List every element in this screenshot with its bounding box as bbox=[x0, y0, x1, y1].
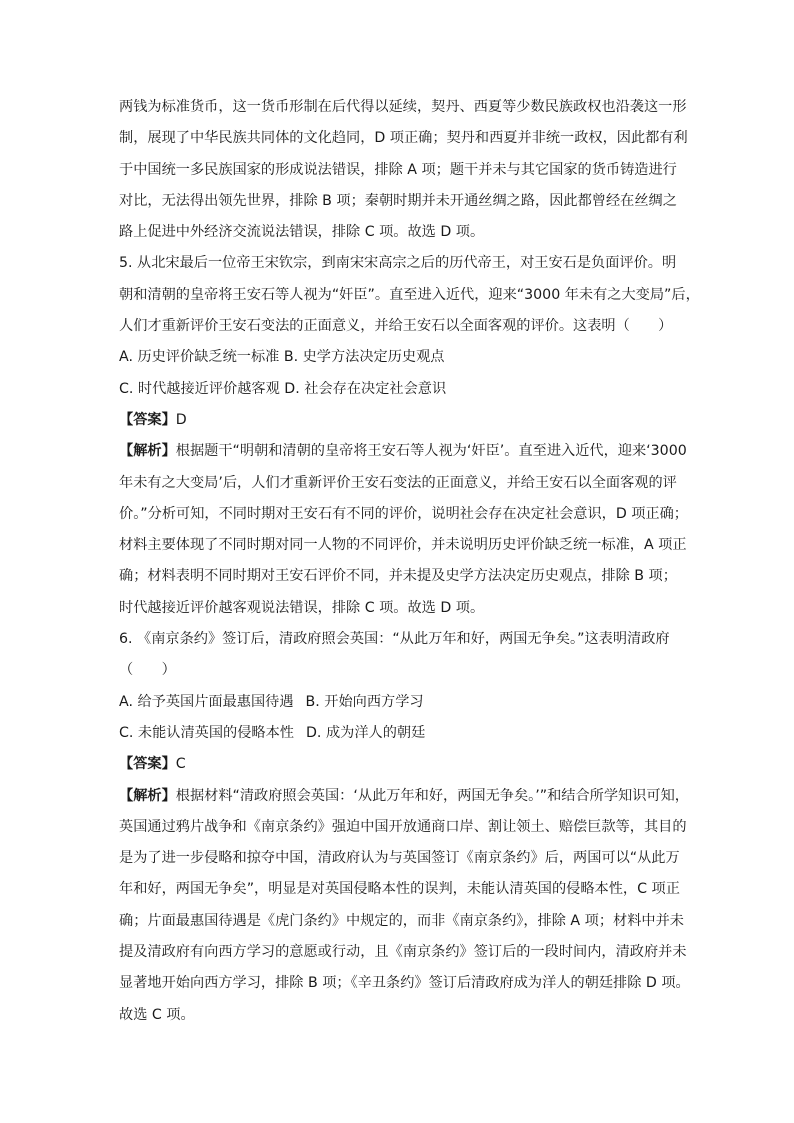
options-row: A. 历史评价缺乏统一标准 B. 史学方法决定历史观点 bbox=[119, 349, 445, 366]
document-page bbox=[119, 92, 700, 1031]
question-stem-line: 人们才重新评价王安石变法的正面意义，并给王安石以全面客观的评价。这表明（ ） bbox=[119, 318, 673, 335]
analysis-line: 提及清政府有向西方学习的意愿或行动，且《南京条约》签订后的一段时间内，清政府并未 bbox=[119, 944, 687, 961]
question-6 bbox=[119, 624, 690, 1031]
analysis-tag: 【解析】 bbox=[119, 443, 176, 460]
analysis-line bbox=[119, 436, 687, 467]
text-line: 于中国统一多民族国家的形成说法错误，排除 A 项；题干并未与其它国家的货币铸造进行 bbox=[119, 161, 677, 178]
text-line: 路上促进中外经济交流说法错误，排除 C 项。故选 D 项。 bbox=[119, 224, 485, 241]
options-row bbox=[119, 687, 679, 718]
options-row bbox=[119, 718, 679, 749]
question-5 bbox=[119, 248, 700, 624]
option-d: D. 成为洋人的朝廷 bbox=[306, 724, 426, 741]
analysis-line: 是为了进一步侵略和掠夺中国，清政府认为与英国签订《南京条约》后，两国可以“从此万 bbox=[119, 850, 680, 867]
question-stem-line: 5. 从北宋最后一位帝王宋钦宗，到南宋宋高宗之后的历代帝王，对王安石是负面评价。明 bbox=[119, 255, 677, 272]
option-a: A. 给予英国片面最惠国待遇 bbox=[119, 693, 294, 710]
analysis-line: 英国通过鸦片战争和《南京条约》强迫中国开放通商口岸、割让领土、赔偿巨款等，其目的 bbox=[119, 818, 687, 835]
analysis-text: 根据材料“清政府照会英国：‘从此万年和好，两国无争矣。’”和结合所学知识可知， bbox=[175, 787, 689, 804]
answer-line bbox=[119, 405, 679, 436]
answer-value: D bbox=[175, 411, 187, 428]
question-stem-line: 6. 《南京条约》签订后，清政府照会英国：“从此万年和好，两国无争矣。”这表明清政府 bbox=[119, 631, 670, 648]
analysis-line: 价。”分析可知，不同时期对王安石有不同的评价，说明社会存在决定社会意识，D 项正确； bbox=[119, 505, 688, 522]
text-line: 对比，无法得出领先世界，排除 B 项；秦朝时期并未开通丝绸之路，因此都曾经在丝绸之 bbox=[119, 192, 677, 209]
analysis-line: 确；片面最惠国待遇是《虎门条约》中规定的，而非《南京条约》，排除 A 项；材料中并未 bbox=[119, 912, 684, 929]
option-c: C. 未能认清英国的侵略本性 bbox=[119, 724, 294, 741]
text-line: 制，展现了中华民族共同体的文化趋同，D 项正确；契丹和西夏并非统一政权，因此都有利 bbox=[119, 130, 688, 147]
question-stem-line: 朝和清朝的皇帝将王安石等人视为“奸臣”。直至进入近代，迎来“3000 年未有之大变局”后， bbox=[119, 286, 700, 303]
analysis-line: 故选 C 项。 bbox=[119, 1006, 195, 1023]
analysis-line: 材料主要体现了不同时期对同一人物的不同评价，并未说明历史评价缺乏统一标准，A 项正 bbox=[119, 537, 687, 554]
options-row: C. 时代越接近评价越客观 D. 社会存在决定社会意识 bbox=[119, 380, 447, 397]
previous-analysis-continuation bbox=[119, 92, 688, 248]
analysis-line: 时代越接近评价越客观说法错误，排除 C 项。故选 D 项。 bbox=[119, 599, 485, 616]
answer-tag: 【答案】 bbox=[119, 411, 176, 428]
analysis-line: 显著地开始向西方学习，排除 B 项；《辛丑条约》签订后清政府成为洋人的朝廷排除 D 项。 bbox=[119, 975, 690, 992]
analysis-line bbox=[119, 781, 689, 812]
text-line: 两钱为标准货币，这一货币形制在后代得以延续，契丹、西夏等少数民族政权也沿袭这一形 bbox=[119, 99, 687, 115]
answer-value: C bbox=[175, 756, 186, 773]
option-b: B. 开始向西方学习 bbox=[305, 693, 424, 710]
question-stem-line: （ ） bbox=[119, 662, 176, 679]
analysis-line: 年和好，两国无争矣”，明显是对英国侵略本性的误判，未能认清英国的侵略本性，C 项正 bbox=[119, 881, 680, 898]
answer-line bbox=[119, 749, 679, 780]
analysis-text: 根据题干“明朝和清朝的皇帝将王安石等人视为‘奸臣’。直至进入近代，迎来‘3000 bbox=[175, 443, 687, 460]
analysis-tag: 【解析】 bbox=[119, 787, 176, 804]
analysis-line: 确；材料表明不同时期对王安石评价不同，并未提及史学方法决定历史观点，排除 B 项； bbox=[119, 568, 677, 585]
analysis-line: 年未有之大变局’后，人们才重新评价王安石变法的正面意义，并给王安石以全面客观的评 bbox=[119, 474, 677, 491]
answer-tag: 【答案】 bbox=[119, 756, 176, 773]
